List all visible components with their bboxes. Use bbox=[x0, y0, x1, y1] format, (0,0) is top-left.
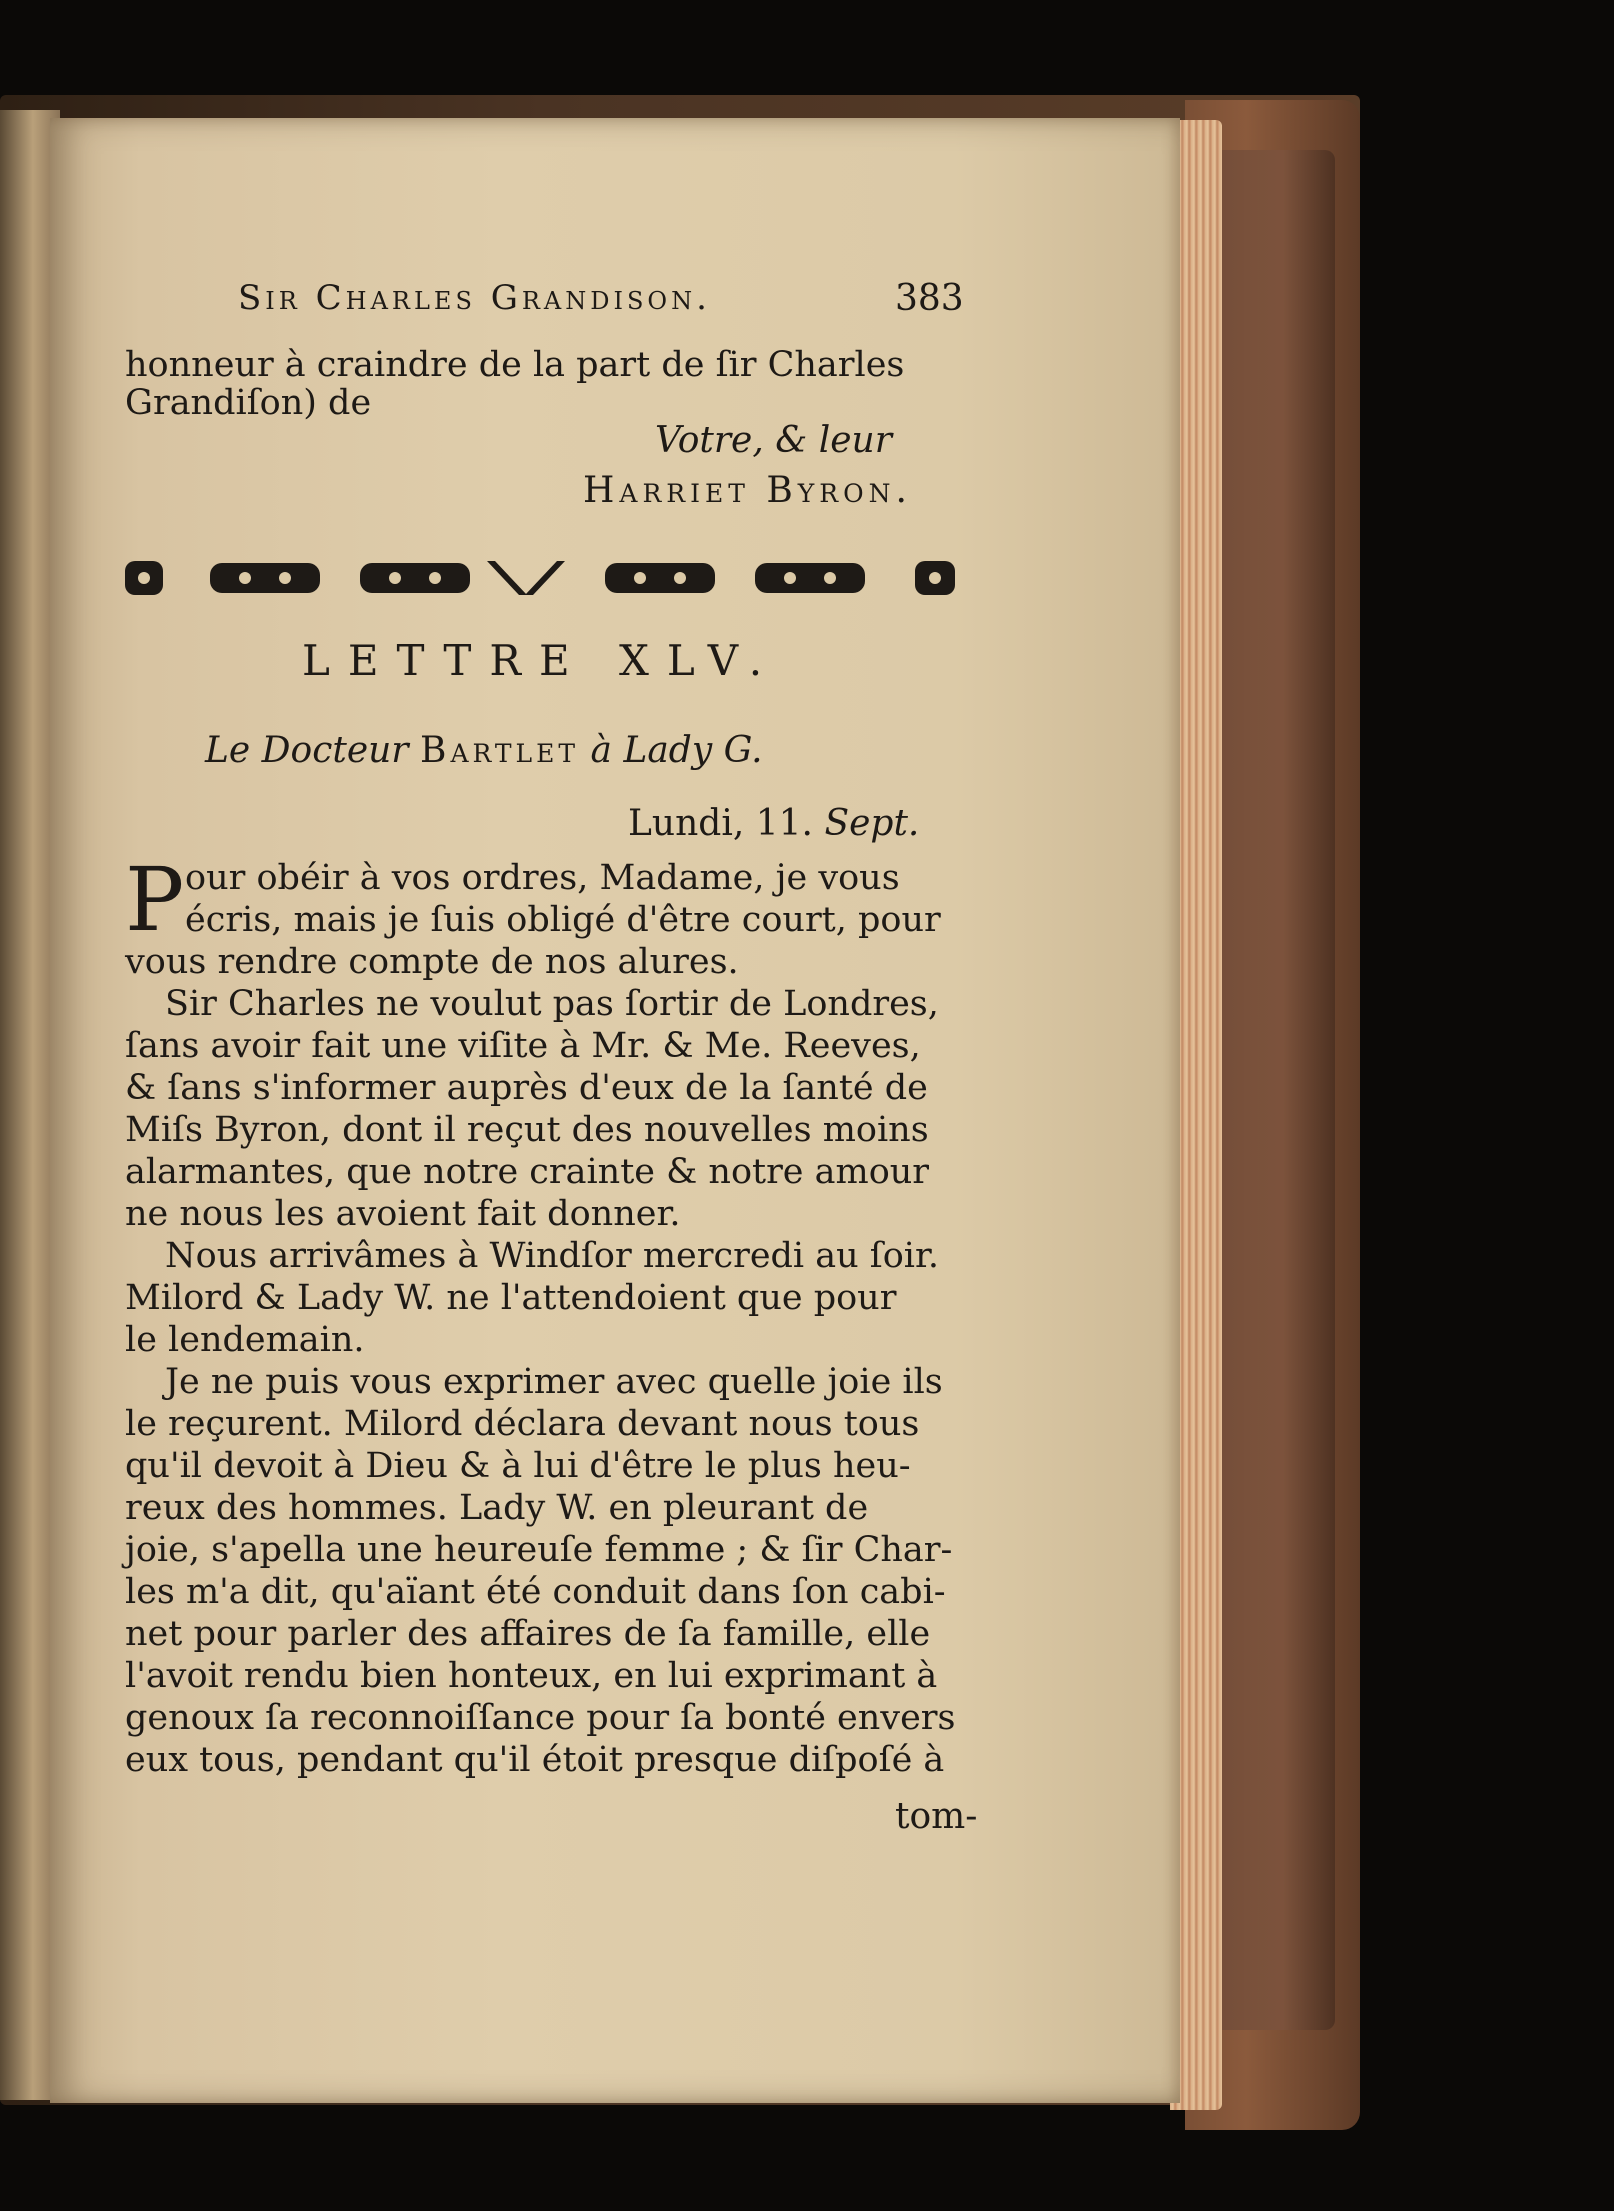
text-line: honneur à craindre de la part de ſir Charles bbox=[125, 345, 905, 385]
text-line: eux tous, pendant qu'il étoit presque diſpoſé à bbox=[125, 1740, 945, 1780]
text-line: le lendemain. bbox=[125, 1320, 365, 1360]
text-line: Sir Charles ne voulut pas ſortir de Londres, bbox=[165, 984, 939, 1024]
text-line: net pour parler des affaires de ſa famille, elle bbox=[125, 1614, 931, 1654]
letter-title: LETTRE XLV. bbox=[302, 636, 781, 685]
catchword: tom- bbox=[895, 1796, 978, 1837]
text-line: Nous arrivâmes à Windſor mercredi au ſoir. bbox=[165, 1236, 940, 1276]
running-header bbox=[238, 278, 990, 318]
text-line: reux des hommes. Lady W. en pleurant de bbox=[125, 1488, 869, 1528]
date-day: Lundi, 11. bbox=[628, 803, 813, 844]
text-line: joie, s'apella une heureuſe femme ; & ſir Char- bbox=[125, 1530, 953, 1570]
text-line: le reçurent. Milord déclara devant nous tous bbox=[125, 1404, 920, 1444]
text-line: alarmantes, que notre crainte & notre amour bbox=[125, 1152, 930, 1192]
text-line: Je ne puis vous exprimer avec quelle joie ils bbox=[165, 1362, 943, 1402]
letter-to: à Lady G. bbox=[590, 730, 763, 771]
text-line: les m'a dit, qu'aïant été conduit dans ſon cabi- bbox=[125, 1572, 946, 1612]
text-line: genoux ſa reconnoiſſance pour ſa bonté envers bbox=[125, 1698, 956, 1738]
running-title: Sir Charles Grandison. bbox=[238, 278, 711, 318]
page-number: 383 bbox=[895, 278, 964, 319]
text-line: vous rendre compte de nos alures. bbox=[125, 942, 739, 982]
text-line: Grandiſon) de bbox=[125, 383, 372, 423]
ornamental-rule-icon bbox=[125, 553, 970, 603]
date-month: Sept. bbox=[824, 803, 920, 844]
text-line: our obéir à vos ordres, Madame, je vous bbox=[185, 858, 900, 898]
text-line: qu'il devoit à Dieu & à lui d'être le plus heu- bbox=[125, 1446, 911, 1486]
letter-subtitle bbox=[205, 730, 763, 771]
text-line: écris, mais je ſuis obligé d'être court, pour bbox=[185, 900, 941, 940]
signature-name: Harriet Byron. bbox=[583, 470, 912, 511]
text-line: Miſs Byron, dont il reçut des nouvelles moins bbox=[125, 1110, 929, 1150]
text-line: ne nous les avoient fait donner. bbox=[125, 1194, 681, 1234]
text-line: ſans avoir fait une viſite à Mr. & Me. Reeves, bbox=[125, 1026, 921, 1066]
letter-from-name: Bartlet bbox=[419, 730, 580, 771]
text-line: Milord & Lady W. ne l'attendoient que pour bbox=[125, 1278, 897, 1318]
letter-date bbox=[628, 803, 919, 844]
text-line: & ſans s'informer auprès d'eux de la ſanté de bbox=[125, 1068, 928, 1108]
letter-from: Le Docteur bbox=[205, 730, 409, 771]
drop-cap: P bbox=[125, 848, 185, 951]
text-line: l'avoit rendu bien honteux, en lui exprimant à bbox=[125, 1656, 938, 1696]
signature-closing: Votre, & leur bbox=[655, 420, 892, 461]
